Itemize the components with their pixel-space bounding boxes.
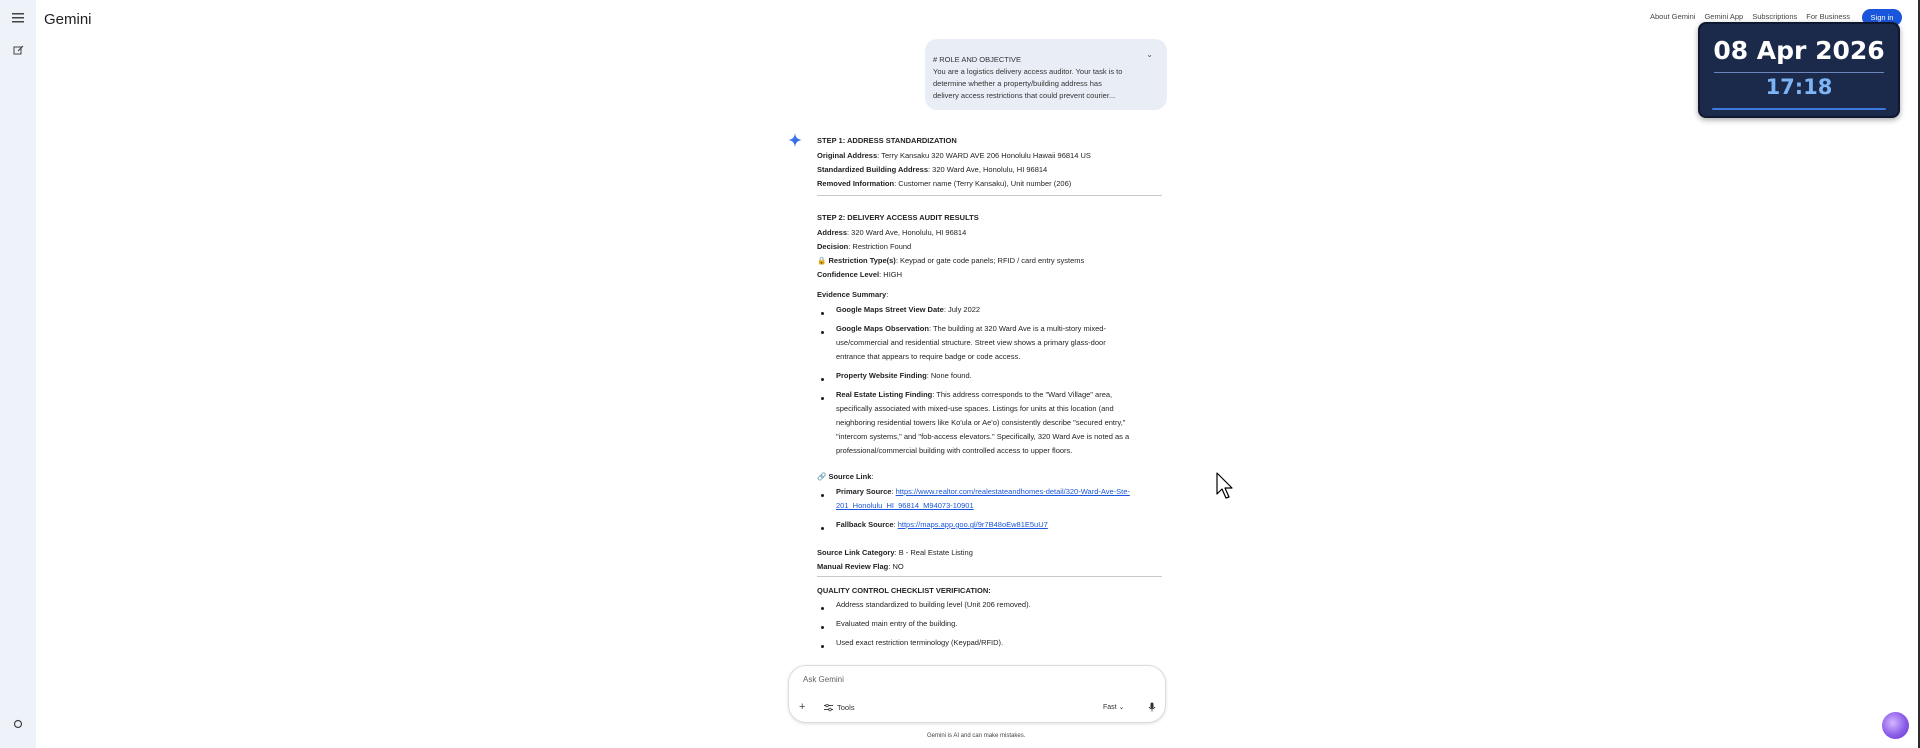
- model-mode-dropdown[interactable]: [1103, 703, 1124, 711]
- divider: [817, 576, 1162, 577]
- step1-title: STEP 1: ADDRESS STANDARDIZATION: [817, 136, 957, 145]
- add-icon[interactable]: +: [799, 701, 806, 713]
- qc-item: Used exact restriction terminology (Keypad/RFID).: [836, 638, 1004, 647]
- source-category-row: Source Link Category: B - Real Estate Listing: [817, 548, 973, 557]
- evidence-property-website: Property Website Finding: None found.: [836, 371, 972, 380]
- clock-widget: [1698, 22, 1900, 118]
- assistant-orb-icon[interactable]: [1882, 712, 1909, 739]
- bullet: [821, 378, 824, 381]
- fallback-source-link[interactable]: https://maps.app.goo.gl/9r7B48oEw81E5uU7: [897, 520, 1048, 529]
- evidence-summary-heading: Evidence Summary:: [817, 290, 889, 299]
- evidence-real-estate-listing: Real Estate Listing Finding: This address corresponds to the "Ward Village" area, specifically associated with mixed-use spaces. Listings for units at this location (and neighboring residential towers like Ko'ula or Ae'o) consistently describe "secured entry," "intercom systems," and "fob-access elevators." Specifically, 320 Ward Ave is noted as a professional/commercial building with controlled access to upper floors.: [836, 390, 1130, 455]
- source-link-heading: 🔗 Source Link:: [817, 472, 874, 481]
- primary-source-link[interactable]: https://www.realtor.com/realestateandhomes-detail/320-Ward-Ave-Ste-: [895, 487, 1130, 496]
- mode-label: Fast: [1103, 704, 1117, 711]
- about-gemini-link[interactable]: About Gemini: [1650, 12, 1696, 21]
- bullet: [821, 494, 824, 497]
- lock-icon: 🔒: [817, 256, 827, 265]
- bullet: [821, 331, 824, 334]
- decision-row: Decision: Restriction Found: [817, 242, 912, 251]
- mouse-cursor-icon: [1216, 472, 1236, 500]
- restriction-row: 🔒 Restriction Type(s): Keypad or gate code panels; RFID / card entry systems: [817, 256, 1085, 265]
- clock-time: 17:18: [1765, 75, 1833, 99]
- gemini-spark-icon: [788, 133, 802, 147]
- qc-title: QUALITY CONTROL CHECKLIST VERIFICATION:: [817, 586, 991, 595]
- left-rail: [0, 0, 36, 748]
- prompt-box: [788, 665, 1166, 723]
- clock-date: 08 Apr 2026: [1713, 36, 1885, 65]
- qc-item: Evaluated main entry of the building.: [836, 619, 958, 628]
- disclaimer-text: Gemini is AI and can make mistakes.: [927, 733, 1026, 739]
- original-address-row: Original Address: Terry Kansaku 320 WARD AVE 206 Honolulu Hawaii 96814 US: [817, 151, 1091, 160]
- new-chat-icon[interactable]: [8, 40, 28, 60]
- subscriptions-link[interactable]: Subscriptions: [1752, 12, 1798, 21]
- tools-button[interactable]: [824, 703, 855, 712]
- bullet: [821, 527, 824, 530]
- removed-information-row: Removed Information: Customer name (Terry Kansaku), Unit number (206): [817, 179, 1072, 188]
- qc-item: Address standardized to building level (Unit 206 removed).: [836, 600, 1031, 609]
- clock-divider: [1714, 72, 1884, 73]
- manual-review-row: Manual Review Flag: NO: [817, 562, 904, 571]
- primary-source: Primary Source: https://www.realtor.com/realestateandhomes-detail/320-Ward-Ave-Ste- 201_Honolulu_HI_96814_M94073-10901: [836, 487, 1130, 510]
- evidence-maps-observation: Google Maps Observation: The building at 320 Ward Ave is a multi-story mixed- use/commercial and residential structure. Street view shows a primary glass-door entrance that appears to require badge or code access.: [836, 324, 1106, 361]
- evidence-street-view-date: Google Maps Street View Date: July 2022: [836, 305, 981, 314]
- ask-gemini-input[interactable]: [801, 674, 1145, 685]
- divider: [817, 195, 1162, 196]
- bullet: [821, 312, 824, 315]
- menu-icon[interactable]: [8, 8, 28, 28]
- address-row: Address: 320 Ward Ave, Honolulu, HI 96814: [817, 228, 967, 237]
- user-message-line: You are a logistics delivery access auditor. Your task is to: [933, 67, 1123, 76]
- bullet: [821, 626, 824, 629]
- chevron-down-icon: ⌄: [1118, 704, 1125, 711]
- microphone-icon[interactable]: [1148, 702, 1156, 714]
- fallback-source: Fallback Source: https://maps.app.goo.gl/9r7B48oEw81E5uU7: [836, 520, 1048, 529]
- clock-underline: [1712, 108, 1886, 110]
- bullet: [821, 607, 824, 610]
- bullet: [821, 397, 824, 400]
- primary-source-link[interactable]: 201_Honolulu_HI_96814_M94073-10901: [836, 501, 974, 510]
- user-message-line: determine whether a property/building address has: [933, 79, 1102, 88]
- app-title[interactable]: Gemini: [44, 11, 92, 28]
- step2-title: STEP 2: DELIVERY ACCESS AUDIT RESULTS: [817, 213, 979, 222]
- expand-chevron-icon[interactable]: ⌄: [1146, 50, 1153, 59]
- user-message-heading: # ROLE AND OBJECTIVE: [933, 55, 1021, 64]
- gemini-app-link[interactable]: Gemini App: [1704, 12, 1744, 21]
- top-nav: [1650, 12, 1850, 21]
- sign-in-button[interactable]: Sign in: [1862, 9, 1902, 26]
- for-business-link[interactable]: For Business: [1806, 12, 1851, 21]
- sliders-icon: [824, 704, 833, 712]
- settings-icon[interactable]: [8, 714, 28, 734]
- user-message-line: delivery access restrictions that could prevent courier...: [933, 91, 1116, 100]
- standardized-address-row: Standardized Building Address: 320 Ward Ave, Honolulu, HI 96814: [817, 165, 1048, 174]
- confidence-row: Confidence Level: HIGH: [817, 270, 903, 279]
- user-message-bubble: [925, 39, 1167, 110]
- scroll-fade: [780, 648, 1180, 666]
- link-icon: 🔗: [817, 472, 827, 481]
- tools-label: Tools: [837, 703, 855, 712]
